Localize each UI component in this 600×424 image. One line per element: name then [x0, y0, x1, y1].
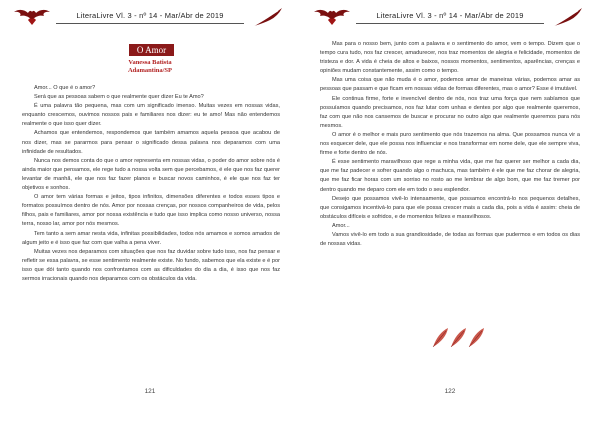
author-place: Adamantina/SP: [127, 67, 173, 74]
page-number: 121: [144, 388, 156, 395]
winged-heart-ornament-icon: [12, 6, 52, 28]
paragraph: Muitas vezes nos deparamos com situações que nos faz duvidar sobre tudo isso, nos faz pensar e refletir se essa palavra, se esse sentimento realmente existe. No fundo, sabemos que ela existe e é por isso que dói tanto quando nos confrontamos com as dificuldades do dia a dia, é isso que nos faz sermos irracionais quando nos deparamos com os obstáculos da vida.: [22, 248, 280, 282]
author-name: Vanessa Batista: [128, 59, 172, 66]
article-title: O Amor: [129, 44, 174, 56]
paragraph: Desejo que possamos vivê-lo intensamente, que possamos encontrá-lo nos pequenos detalhes, que consigamos incentivá-lo para que ele possa crescer mais a cada dia, pois a vida é assim: cheia de obstáculos difíceis e sofridos, e de momentos felizes e maravilhosos.: [320, 195, 580, 220]
header-rule: [356, 23, 544, 24]
paragraph: Achamos que entendemos, respondemos que também amamos aquela pessoa que acabou de nos dizer, mas se pararmos para pensar o significado dessa palavra nos deparamos com uma infinidade de resultados.: [22, 130, 280, 155]
paragraph: Mas uma coisa que não muda é o amor, podemos amar de maneiras várias, podemos amar as pessoas que passam e que ficam em nossas vidas de formas diferentes, mas o amor? Esse é imutável.: [320, 77, 580, 93]
paragraph: Mas para o nosso bem, junto com a palavra e o sentimento do amor, vem o tempo. Dizem que o tempo cura tudo, nos faz crescer, amadurecer, nos traz momentos de alegria e felicidade, momentos de tristeza e dor. A vida é cheia de altos e baixos, nossos momentos, sentimentos, aparências, crenças e opiniões mudam constantemente, assim como o tempo.: [320, 41, 580, 75]
quill-ornament-icon: [548, 6, 588, 28]
page-header: [12, 6, 288, 28]
paragraph: O amor é o melhor e mais puro sentimento que nós trazemos na alma. Que possamos nunca vir a nos esquecer dele, que ele possa nos influenciar e nos transformar em nome dele, que ele sempre viva, firme e forte dentro de nós.: [320, 131, 580, 157]
paragraph: Amor... O que é o amor?: [34, 85, 96, 91]
paragraph: Será que as pessoas sabem o que realmente quer dizer Eu te Amo?: [34, 94, 204, 101]
header-rule: [56, 23, 244, 24]
winged-heart-ornament-icon: [312, 6, 352, 28]
right-page: [300, 0, 600, 424]
paragraph: Tem tanto a sem amar nesta vida, infinitas possibilidades, todos nós amamos e somos amados de algum jeito e é isso que faz com que valha a pena viver.: [22, 230, 280, 246]
paragraph: Amor...: [332, 222, 350, 229]
page-number: 122: [444, 388, 456, 395]
feathers-decoration-icon: [430, 325, 490, 351]
paragraph: É uma palavra tão pequena, mas com um significado imenso. Muitas vezes em nossas vidas, enquanto crescemos, ouvimos nossos pais e familiares nos dizer: eu te amo! Mas não entendemos realmente o que isso quer dizer.: [22, 103, 280, 128]
paragraph: É esse sentimento maravilhoso que rege a minha vida, que me faz querer ser melhor a cada dia, que me faz padecer e sofrer quando algo o machuca, mas também é ele que me faz chorar de alegria, que me faz ficar horas com um sorriso no rosto ao me lembrar de algo bom, que me faz tremer por dentro quando me deparo com ele em todo o seu esplendor.: [320, 159, 580, 193]
article-body: [320, 40, 580, 249]
paragraph: Vamos vivê-lo em todo a sua grandiosidade, de todas as formas que pudermos e em todos os dias de nossas vidas.: [320, 231, 580, 248]
header-text: LiteraLivre Vl. 3 - nº 14 - Mar/Abr de 2019: [76, 11, 224, 20]
paragraph: Ele continua firme, forte e invencível dentro de nós, nos traz uma força que nem sabíamos que possuíamos quando precisamos, nos faz lutar com unhas e dentes por algo que realmente queremos, faz com que não nos cansemos de buscar e procurar no outro algo que realmente queremos para nós mesmos.: [320, 95, 580, 129]
article-body: [22, 84, 280, 284]
page-header: [312, 6, 588, 28]
paragraph: O amor tem várias formas e jeitos, tipos infinitos, dimensões diferentes e todos esses tipos e formatos possuímos dentro de nós. Amor por nossas crenças, por nossos companheiros de vida, pelos filhos, pais e familiares, amor por nossa existência e tudo que isso implica como nosso universo, nossa terra, nosso lar, amor por nós mesmos.: [22, 194, 280, 228]
quill-ornament-icon: [248, 6, 288, 28]
header-text: LiteraLivre Vl. 3 - nº 14 - Mar/Abr de 2019: [376, 11, 524, 20]
paragraph: Nunca nos demos conta do que o amor representa em nossas vidas, o poder do amor sobre nós é ainda maior que pensamos, ele rege tudo a nossa volta sem que percebamos, é ele que nos faz querer levantar de manhã, ele que nos faz fazer planos e buscar novos caminhos, é ele que nos faz ter objetivos e sonhos.: [22, 157, 280, 192]
